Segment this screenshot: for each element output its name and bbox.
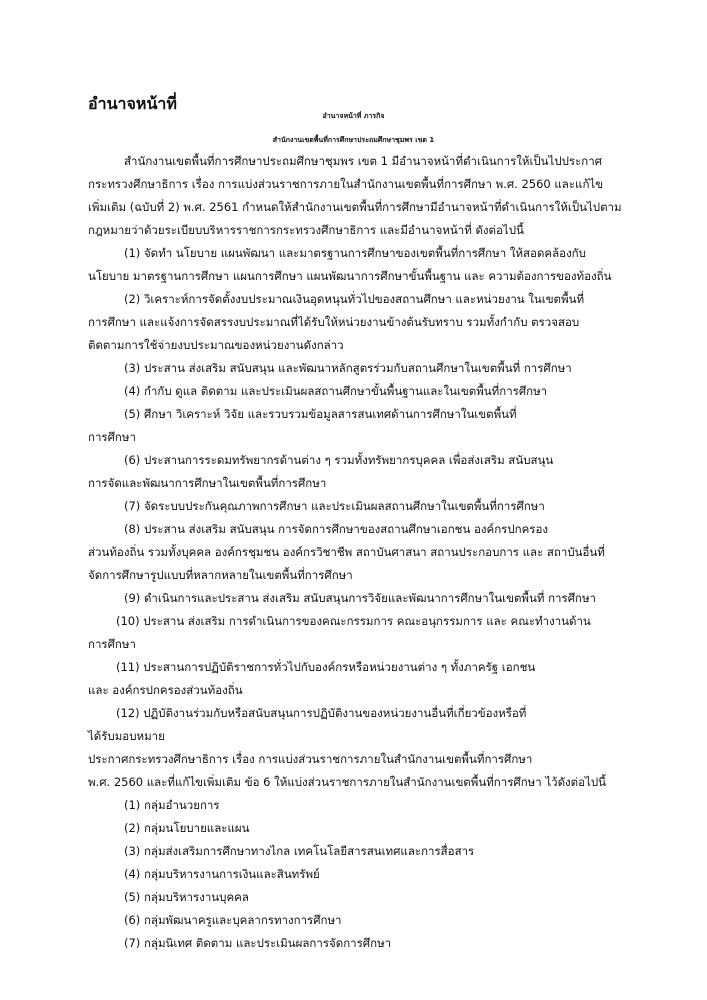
body-line: เพิ่มเติม (ฉบับที่ 2) พ.ศ. 2561 กำหนดให้สำนักงานเขตพื้นที่การศึกษามีอำนาจหน้าที่ดำเนินการให้เป็นไปตาม [88,200,622,214]
body-line: (4) กำกับ ดูแล ติดตาม และประเมินผลสถานศึกษาขั้นพื้นฐานและในเขตพื้นที่การศึกษา [124,384,548,398]
body-line: (8) ประสาน ส่งเสริม สนับสนุน การจัดการศึกษาของสถานศึกษาเอกชน องค์กรปกครอง [124,522,548,536]
body-line: (12) ปฏิบัติงานร่วมกับหรือสนับสนุนการปฏิบัติงานของหน่วยงานอื่นที่เกี่ยวข้องหรือที่ [116,706,527,720]
body-line: (3) ประสาน ส่งเสริม สนับสนุน และพัฒนาหลักสูตรร่วมกับสถานศึกษาในเขตพื้นที่ การศึกษา [124,361,572,375]
body-line: (6) ประสานการระดมทรัพยากรด้านต่าง ๆ รวมทั้งทรัพยากรบุคคล เพื่อส่งเสริม สนับสนุน [124,453,554,467]
body-line: การจัดและพัฒนาการศึกษาในเขตพื้นที่การศึกษา [88,476,327,490]
page-title: อำนาจหน้าที่ [88,94,177,113]
body-line: กระทรวงศึกษาธิการ เรื่อง การแบ่งส่วนราชการภายในสำนักงานเขตพื้นที่การศึกษา พ.ศ. 2560 และแก้ไข [88,177,604,191]
body-line: และ องค์กรปกครองส่วนท้องถิ่น [88,683,243,697]
body-line: (9) ดำเนินการและประสาน ส่งเสริม สนับสนุนการวิจัยและพัฒนาการศึกษาในเขตพื้นที่ การศึกษา [124,591,596,605]
body-line: สำนักงานเขตพื้นที่การศึกษาประถมศึกษาชุมพร เขต 1 มีอำนาจหน้าที่ดำเนินการให้เป็นไปประกาศ [124,154,603,168]
body-line: จัดการศึกษารูปแบบที่หลากหลายในเขตพื้นที่การศึกษา [88,568,353,582]
body-line: ส่วนท้องถิ่น รวมทั้งบุคคล องค์กรชุมชน องค์กรวิชาชีพ สถาบันศาสนา สถานประกอบการ และ สถาบันอื่นที่ [88,545,605,559]
list-item: (1) กลุ่มอำนวยการ [124,798,220,812]
body-line: (2) วิเคราะห์การจัดตั้งงบประมาณเงินอุดหนุนทั่วไปของสถานศึกษา และหน่วยงาน ในเขตพื้นที่ [124,292,585,306]
heading-line-2: สำนักงานเขตพื้นที่การศึกษาประถมศึกษาชุมพร เขต 1 [272,136,435,144]
body-line: ได้รับมอบหมาย [88,729,165,743]
body-line: (5) ศึกษา วิเคราะห์ วิจัย และรวบรวมข้อมูลสารสนเทศด้านการศึกษาในเขตพื้นที่ [124,407,517,421]
body-line: นโยบาย มาตรฐานการศึกษา แผนการศึกษา แผนพัฒนาการศึกษาขั้นพื้นฐาน และ ความต้องการของท้องถิ่น [88,269,612,283]
heading-line-1: อำนาจหน้าที่ ภารกิจ [322,112,385,120]
list-item: (5) กลุ่มบริหารงานบุคคล [124,890,249,904]
body-line: ติดตามการใช้จ่ายงบประมาณของหน่วยงานดังกล่าว [88,338,344,352]
list-item: (3) กลุ่มส่งเสริมการศึกษาทางไกล เทคโนโลยีสารสนเทศและการสื่อสาร [124,844,475,858]
body-line: กฎหมายว่าด้วยระเบียบบริหารราชการกระทรวงศึกษาธิการ และมีอำนาจหน้าที่ ดังต่อไปนี้ [88,223,524,237]
body-line: การศึกษา [88,637,136,651]
body-line: การศึกษา [88,430,136,444]
body-line: พ.ศ. 2560 และที่แก้ไขเพิ่มเติม ข้อ 6 ให้แบ่งส่วนราชการภายในสำนักงานเขตพื้นที่การศึกษา ไว้ดังต่อไปนี้ [88,775,606,789]
body-line: (1) จัดทำ นโยบาย แผนพัฒนา และมาตรฐานการศึกษาของเขตพื้นที่การศึกษา ให้สอดคล้องกับ [124,246,586,260]
list-item: (6) กลุ่มพัฒนาครูและบุคลากรทางการศึกษา [124,913,342,927]
body-line: ประกาศกระทรวงศึกษาธิการ เรื่อง การแบ่งส่วนราชการภายในสำนักงานเขตพื้นที่การศึกษา [88,752,533,766]
body-line: (7) จัดระบบประกันคุณภาพการศึกษา และประเมินผลสถานศึกษาในเขตพื้นที่การศึกษา [124,499,545,513]
list-item: (7) กลุ่มนิเทศ ติดตาม และประเมินผลการจัดการศึกษา [124,936,392,950]
list-item: (2) กลุ่มนโยบายและแผน [124,821,250,835]
body-line: (11) ประสานการปฏิบัติราชการทั่วไปกับองค์กรหรือหน่วยงานต่าง ๆ ทั้งภาครัฐ เอกชน [116,660,536,674]
body-line: (10) ประสาน ส่งเสริม การดำเนินการของคณะกรรมการ คณะอนุกรรมการ และ คณะทำงานด้าน [116,614,591,628]
list-item: (4) กลุ่มบริหารงานการเงินและสินทรัพย์ [124,867,320,881]
body-line: การศึกษา และแจ้งการจัดสรรงบประมาณที่ได้รับให้หน่วยงานข้างต้นรับทราบ รวมทั้งกำกับ ตรวจสอบ [88,315,580,329]
